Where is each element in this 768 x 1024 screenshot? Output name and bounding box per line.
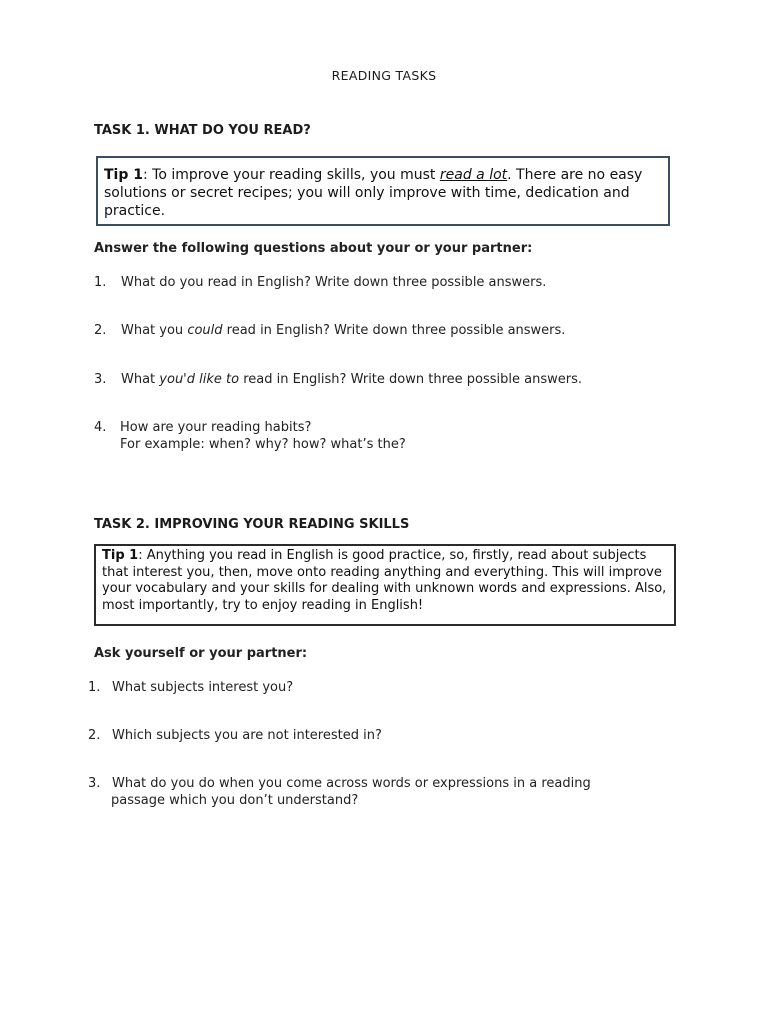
- task1-tip-text-before: : To improve your reading skills, you must: [143, 167, 440, 183]
- task2-heading: TASK 2. IMPROVING YOUR READING SKILLS: [94, 517, 410, 532]
- task1-question-4: [94, 419, 654, 459]
- task1-tip-emphasis: read a lot: [439, 167, 508, 183]
- question-text: What do you read in English? Write down three possible answers.: [121, 275, 547, 290]
- question-number: 4.: [94, 420, 107, 435]
- task2-question-2: [88, 727, 668, 747]
- task2-question-1: [88, 679, 668, 699]
- task2-tip-label: Tip 1: [102, 548, 139, 563]
- question-text: How are your reading habits?: [120, 420, 312, 435]
- task2-question-3: [88, 775, 688, 815]
- task1-question-1: [94, 274, 654, 294]
- question-number: 1.: [88, 680, 101, 695]
- question-text-continued: passage which you don’t understand?: [111, 793, 359, 808]
- question-number: 2.: [94, 323, 107, 338]
- question-text: What do you do when you come across words or expressions in a reading: [112, 776, 591, 791]
- task1-instruction: Answer the following questions about your or your partner:: [94, 241, 533, 256]
- question-text-emphasis: you'd like to: [159, 372, 240, 387]
- task2-tip-box: [94, 544, 676, 626]
- question-number: 3.: [94, 372, 107, 387]
- task1-heading: TASK 1. WHAT DO YOU READ?: [94, 123, 311, 138]
- question-text: What subjects interest you?: [112, 680, 294, 695]
- question-number: 1.: [94, 275, 107, 290]
- task2-instruction: Ask yourself or your partner:: [94, 646, 308, 661]
- page-title: READING TASKS: [331, 68, 437, 83]
- task1-tip-label: Tip 1: [104, 167, 143, 183]
- task2-tip-text: : Anything you read in English is good practice, so, firstly, read about subjects that interest you, then, move onto reading anything and everything. This will improve your vocabulary and your skills for dealing with unknown words and expressions. Also, most importantly, try to enjoy reading in English!: [102, 548, 667, 613]
- question-number: 2.: [88, 728, 101, 743]
- question-text-example: For example: when? why? how? what’s the?: [120, 437, 406, 452]
- question-number: 3.: [88, 776, 101, 791]
- question-text-after: read in English? Write down three possible answers.: [239, 372, 582, 387]
- question-text: Which subjects you are not interested in?: [112, 728, 382, 743]
- question-text-before: What: [121, 372, 160, 387]
- question-text-after: read in English? Write down three possible answers.: [222, 323, 566, 338]
- task1-question-3: [94, 371, 654, 391]
- question-text-emphasis: could: [187, 323, 223, 338]
- task1-question-2: [94, 322, 654, 342]
- question-text-before: What you: [121, 323, 188, 338]
- task1-tip-text-after: . There are no easy solutions or secret recipes; you will only improve with time, dedication and practice.: [104, 167, 643, 219]
- task1-tip-box: [96, 156, 670, 226]
